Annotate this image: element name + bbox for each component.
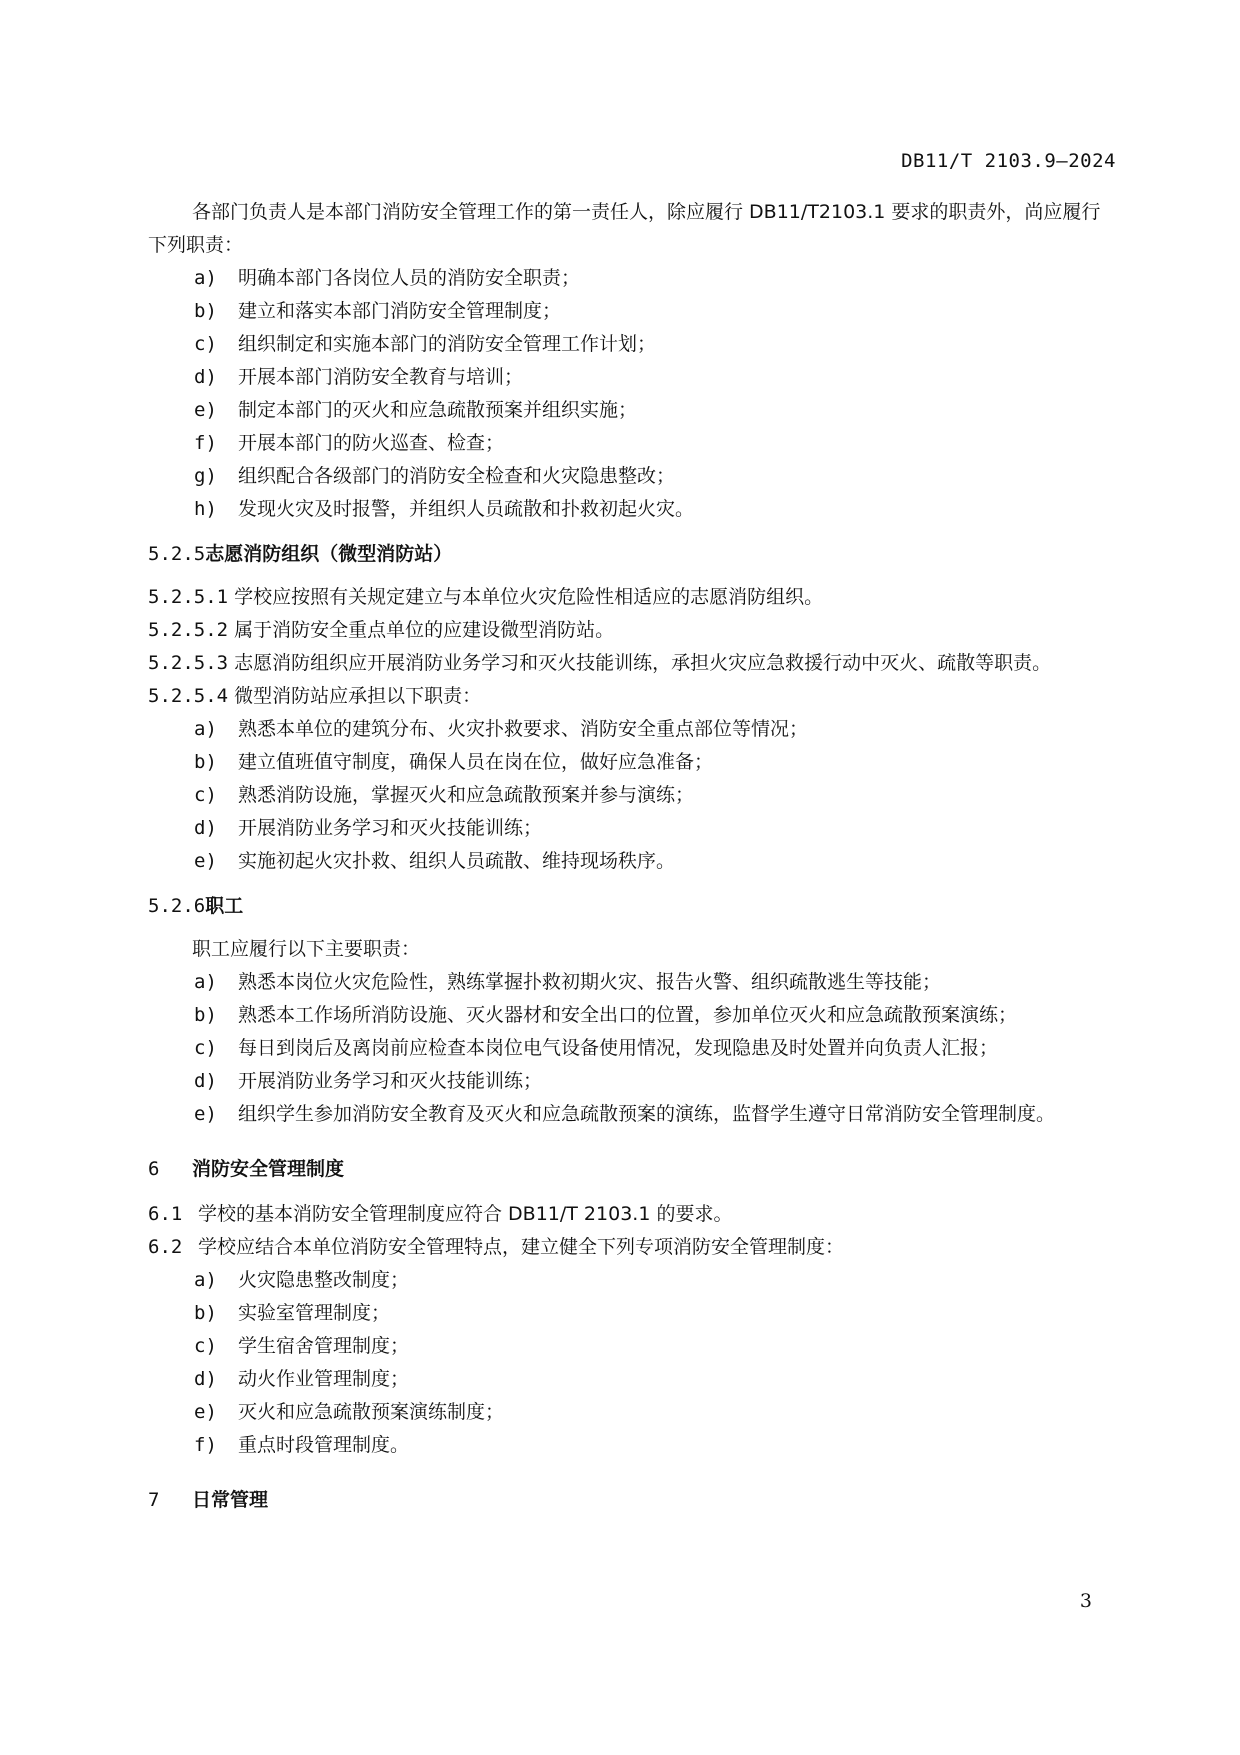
list-item: a) 熟悉本岗位火灾危险性，熟练掌握扑救初期火灾、报告火警、组织疏散逃生等技能；: [194, 971, 942, 993]
list-item: h) 发现火灾及时报警，并组织人员疏散和扑救初起火灾。: [194, 498, 695, 520]
standard-code: DB11/T 2103.9—2024: [901, 150, 1116, 172]
list-item: a) 火灾隐患整改制度；: [194, 1269, 410, 1291]
list-item: b) 实验室管理制度；: [194, 1302, 391, 1324]
list-item: e) 制定本部门的灭火和应急疏散预案并组织实施；: [194, 399, 638, 421]
page-number: 3: [1079, 1590, 1092, 1612]
list-item: c) 学生宿舍管理制度；: [194, 1335, 410, 1357]
clause-6-1: 6.1 学校的基本消防安全管理制度应符合 DB11/T 2103.1 的要求。: [148, 1203, 733, 1225]
list-item: f) 开展本部门的防火巡查、检查；: [194, 432, 505, 454]
clause-5-2-5-2: 5.2.5.2 属于消防安全重点单位的应建设微型消防站。: [148, 619, 615, 641]
list-item: c) 熟悉消防设施，掌握灭火和应急疏散预案并参与演练；: [194, 784, 695, 806]
list-item: c) 组织制定和实施本部门的消防安全管理工作计划；: [194, 333, 657, 355]
list-item: b) 熟悉本工作场所消防设施、灭火器材和安全出口的位置，参加单位灭火和应急疏散预案演练；: [194, 1004, 1018, 1026]
clause-6-2: 6.2 学校应结合本单位消防安全管理特点，建立健全下列专项消防安全管理制度：: [148, 1236, 845, 1258]
list-item: e) 实施初起火灾扑救、组织人员疏散、维持现场秩序。: [194, 850, 676, 872]
list-item: b) 建立和落实本部门消防安全管理制度；: [194, 300, 562, 322]
list-item: e) 组织学生参加消防安全教育及灭火和应急疏散预案的演练，监督学生遵守日常消防安全管理制度。: [194, 1103, 1056, 1125]
list-item: d) 动火作业管理制度；: [194, 1368, 410, 1390]
list-item: d) 开展本部门消防安全教育与培训；: [194, 366, 524, 388]
list-item: e) 灭火和应急疏散预案演练制度；: [194, 1401, 505, 1423]
page-content: [148, 196, 1118, 1529]
staff-duties-list: [148, 966, 1118, 1131]
clause-5-2-5-4: 5.2.5.4 微型消防站应承担以下职责：: [148, 685, 482, 707]
staff-duties-intro: 职工应履行以下主要职责：: [192, 938, 421, 960]
list-item: d) 开展消防业务学习和灭火技能训练；: [194, 1070, 543, 1092]
chapter-7-title: 7 日常管理: [148, 1489, 269, 1511]
fire-station-duties-list: [148, 713, 1118, 878]
dept-head-list: [148, 262, 1118, 526]
list-item: a) 明确本部门各岗位人员的消防安全职责；: [194, 267, 581, 289]
clause-5-2-5-1: 5.2.5.1 学校应按照有关规定建立与本单位火灾危险性相适应的志愿消防组织。: [148, 586, 824, 608]
chapter-6-title: 6 消防安全管理制度: [148, 1158, 345, 1180]
list-item: a) 熟悉本单位的建筑分布、火灾扑救要求、消防安全重点部位等情况；: [194, 718, 809, 740]
list-item: c) 每日到岗后及离岗前应检查本岗位电气设备使用情况，发现隐患及时处置并向负责人汇报；: [194, 1037, 999, 1059]
section-5-2-6-title: 5.2.6职工: [148, 895, 244, 917]
list-item: g) 组织配合各级部门的消防安全检查和火灾隐患整改；: [194, 465, 676, 487]
list-item: f) 重点时段管理制度。: [194, 1434, 410, 1456]
list-item: d) 开展消防业务学习和灭火技能训练；: [194, 817, 543, 839]
section-5-2-5-title: 5.2.5志愿消防组织（微型消防站）: [148, 543, 453, 565]
list-item: b) 建立值班值守制度，确保人员在岗在位，做好应急准备；: [194, 751, 714, 773]
clause-5-2-5-3: 5.2.5.3 志愿消防组织应开展消防业务学习和灭火技能训练，承担火灾应急救援行动中灭火、疏散等职责。: [148, 652, 1052, 674]
special-rules-list: [148, 1264, 1118, 1462]
dept-head-intro: 各部门负责人是本部门消防安全管理工作的第一责任人，除应履行 DB11/T2103.1 要求的职责外，尚应履行下列职责：: [148, 201, 1101, 256]
